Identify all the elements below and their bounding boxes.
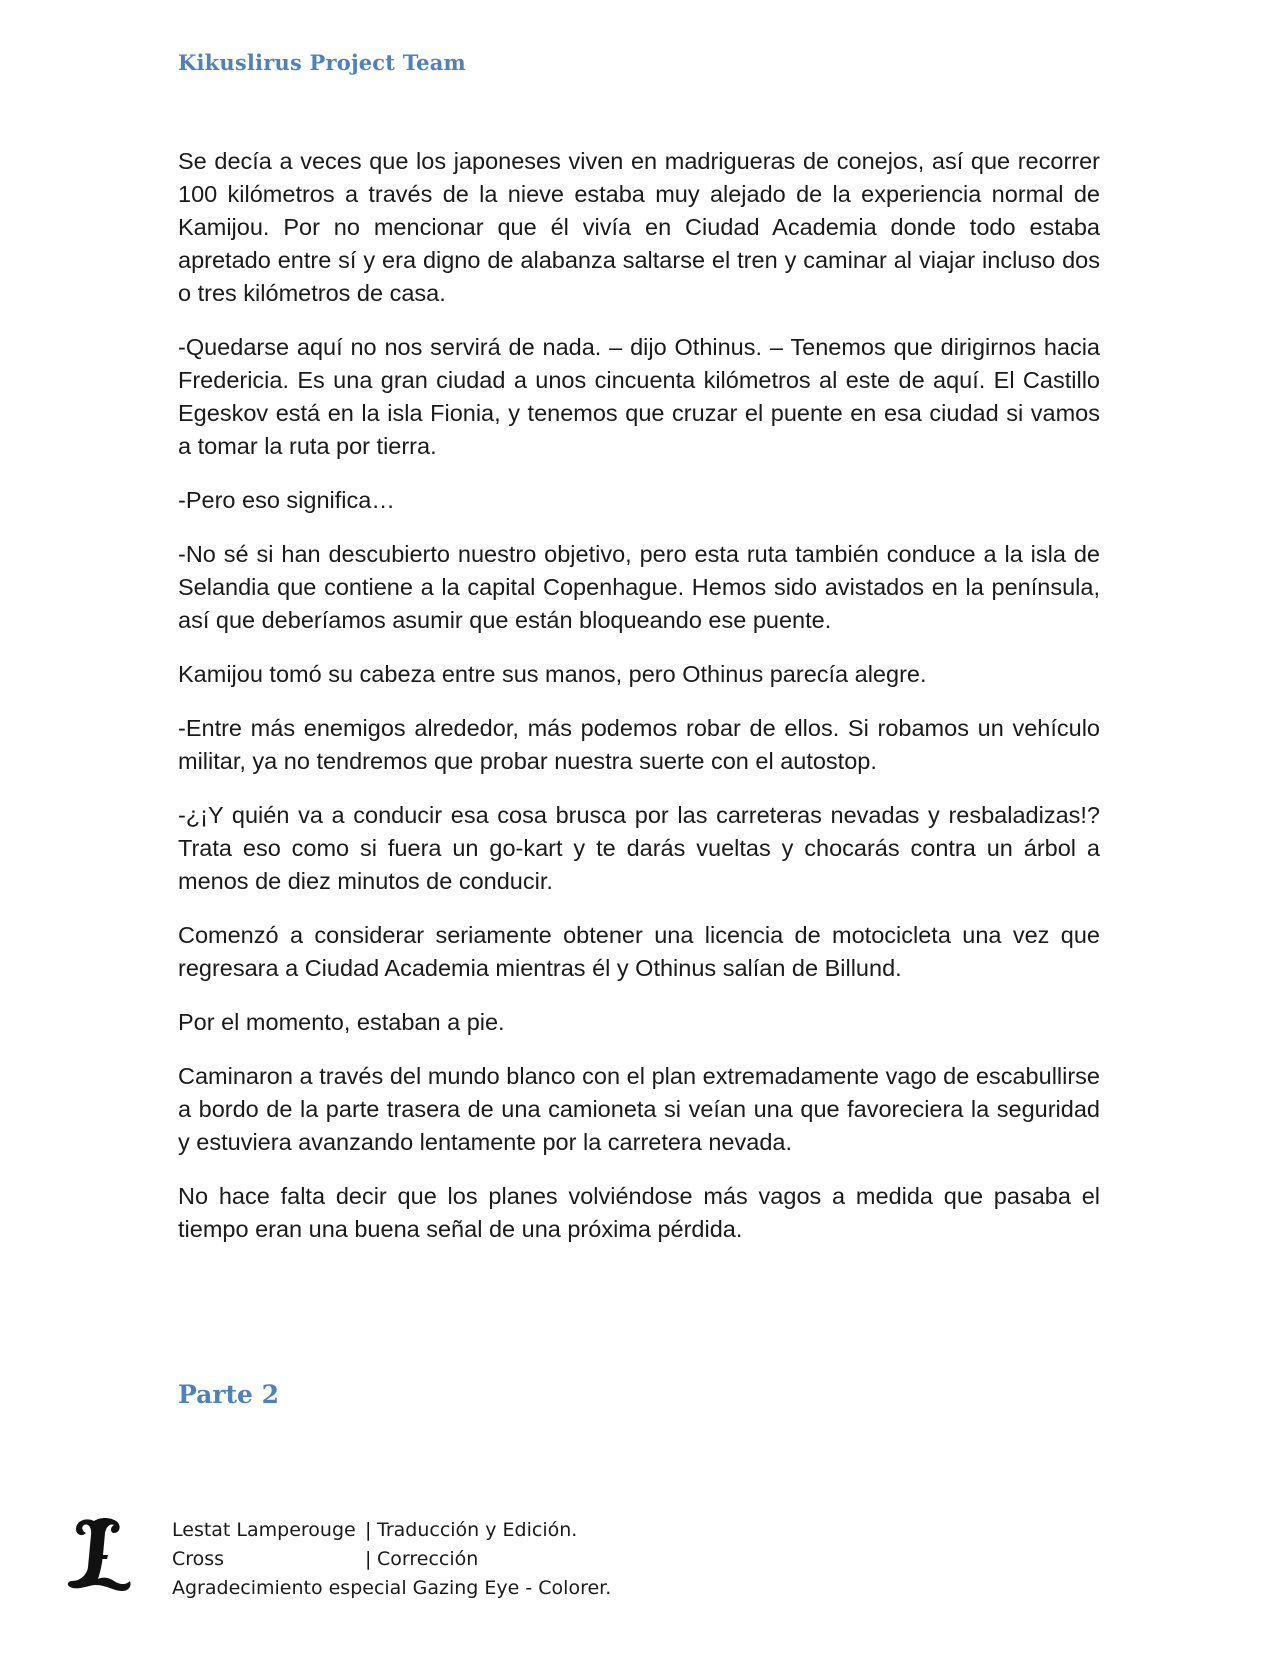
paragraph: -¿¡Y quién va a conducir esa cosa brusca por las carreteras nevadas y resbaladizas!? Trata eso como si fuera un go-kart y te darás vueltas y chocarás contra un árbol a menos de diez minutos de conducir. [178, 802, 1100, 894]
paragraph: -Quedarse aquí no nos servirá de nada. – dijo Othinus. – Tenemos que dirigirnos hacia Fredericia. Es una gran ciudad a unos cincuenta kilómetros al este de aquí. El Castillo Egeskov está en la isla Fionia, y tenemos que cruzar el puente en esa ciudad si vamos a tomar la ruta por tierra. [178, 334, 1100, 459]
paragraph: -Pero eso significa… [178, 487, 395, 513]
footer-credits [172, 1516, 611, 1603]
document-header-title: Kikuslirus Project Team [178, 50, 466, 75]
credit-role: Traducción y Edición. [377, 1519, 578, 1541]
paragraph: Kamijou tomó su cabeza entre sus manos, pero Othinus parecía alegre. [178, 661, 927, 687]
paragraph: Por el momento, estaban a pie. [178, 1009, 505, 1035]
credit-name: Lestat Lamperouge [172, 1519, 356, 1541]
credit-separator: | [365, 1519, 372, 1541]
gothic-l-logo-icon [64, 1515, 134, 1595]
paragraph: No hace falta decir que los planes volviéndose más vagos a medida que pasaba el tiempo eran una buena señal de una próxima pérdida. [178, 1183, 1100, 1242]
paragraph: Caminaron a través del mundo blanco con el plan extremadamente vago de escabullirse a bordo de la parte trasera de una camioneta si veían una que favoreciera la seguridad y estuviera avanzando lentamente por la carretera nevada. [178, 1063, 1100, 1155]
paragraph: Comenzó a considerar seriamente obtener una licencia de motocicleta una vez que regresara a Ciudad Academia mientras él y Othinus salían de Billund. [178, 922, 1100, 981]
section-heading: Parte 2 [178, 1380, 280, 1409]
credit-line [172, 1516, 611, 1545]
credit-line [172, 1545, 611, 1574]
special-thanks: Agradecimiento especial Gazing Eye - Colorer. [172, 1577, 612, 1599]
credit-separator: | [365, 1548, 372, 1570]
paragraph: -Entre más enemigos alrededor, más podemos robar de ellos. Si robamos un vehículo militar, ya no tendremos que probar nuestra suerte con el autostop. [178, 715, 1100, 774]
paragraph: -No sé si han descubierto nuestro objetivo, pero esta ruta también conduce a la isla de Selandia que contiene a la capital Copenhague. Hemos sido avistados en la península, así que deberíamos asumir que están bloqueando ese puente. [178, 541, 1100, 633]
credit-role: Corrección [377, 1548, 479, 1570]
paragraph: Se decía a veces que los japoneses viven en madrigueras de conejos, así que recorrer 100 kilómetros a través de la nieve estaba muy alejado de la experiencia normal de Kamijou. Por no mencionar que él vivía en Ciudad Academia donde todo estaba apretado entre sí y era digno de alabanza saltarse el tren y caminar al viajar incluso dos o tres kilómetros de casa. [178, 148, 1100, 306]
document-body [178, 145, 1100, 1267]
credit-name: Cross [172, 1548, 225, 1570]
